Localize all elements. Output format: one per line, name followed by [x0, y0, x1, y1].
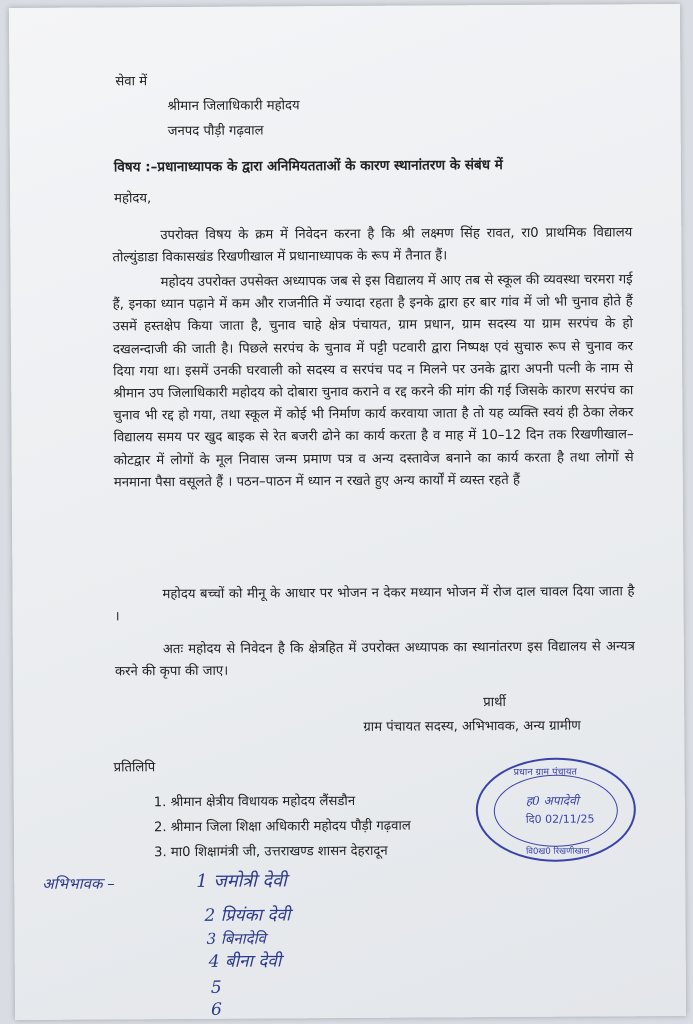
- handwritten-name: 6: [210, 999, 222, 1020]
- greeting: महोदय,: [114, 191, 152, 207]
- handwritten-name: 2 प्रियंका देवी: [204, 905, 291, 926]
- letter-subject: विषय :–प्रधानाध्यापक के द्वारा अनिमियतताओं के कारण स्थानांतरण के संबंध में: [113, 157, 503, 176]
- paragraph-intro: उपरोक्त विषय के क्रम में निवेदन करना है कि श्री लक्ष्मण सिंह रावत, रा0 प्राथमिक विद्यालय तोल्युंडाडा विकासखंड रिखणीखाल में प्रधानाध्यापक के रूप में तैनात हैं।: [112, 225, 633, 266]
- copy-to-item: 3. मा0 शिक्षामंत्री जी, उत्तराखण्ड शासन देहरादून: [154, 843, 388, 861]
- copy-to-item: 1. श्रीमान क्षेत्रीय विधायक महोदय लैंसडौन: [153, 793, 356, 811]
- stamp-inner-ring: [494, 774, 618, 847]
- handwritten-guardian-label: अभिभावक –: [42, 874, 115, 893]
- signoff-signatories: ग्राम पंचायत सदस्य, अभिभावक, अन्य ग्रामीण: [363, 718, 581, 735]
- handwritten-name: 4 बीना देवी: [208, 951, 282, 972]
- stamp-top-text: प्रधान ग्राम पंचायत: [513, 766, 577, 778]
- paragraph-meal: महोदय बच्चों को मीनू के आधार पर भोजन न देकर मध्यान भोजन में रोज दाल चावल दिया जाता है ।: [114, 584, 635, 625]
- stamp-date: दि0 02/11/25: [525, 812, 595, 826]
- official-stamp: [476, 757, 637, 862]
- paragraph-request: अतः महोदय से निवेदन है कि क्षेत्रहित में उपरोक्त अध्यापक का स्थानांतरण इस विद्यालय से अन्यत्र करने की कृपा की जाए।: [114, 639, 635, 680]
- paragraph-complaint: महोदय उपरोक्त उपसेक्त अध्यापक जब से इस विद्यालय में आए तब से स्कूल की व्यवस्था चरमरा गई हैं, इनका ध्यान पढ़ाने में कम और राजनीति में ज्यादा रहता है इनके द्वारा हर बार गांव में जो भी चुनाव होते हैं उसमें हस्तक्षेप किया जाता है, चुनाव चाहे क्षेत्र पंचायत, ग्राम प्रधान, ग्राम सदस्य या ग्राम सरपंच के हो दखलन्दाजी की जाती है। पिछले सरपंच के चुनाव में पट्टी पटवारी द्वारा निष्पक्ष एवं सुचारु रूप से चुनाव कर दिया गया था। इसमें उनकी घरवाली को सदस्य व सरपंच पद न मिलने पर उनके द्वारा अपनी पत्नी के नाम से श्रीमान उप जिलाधिकारी महोदय को दोबारा चुनाव कराने व रद्द करने की मांग की गई जिसके कारण सरपंच का चुनाव भी रद्द हो गया, तथा स्कूल में कोई भी निर्माण कार्य करवाया जाता है तो यह व्यक्ति स्वयं ही ठेका लेकर विद्यालय समय पर खुद बाइक से रेत बजरी ढोने का कार्य करता है व माह में 10–12 दिन तक रिखणीखाल–कोटद्वार में लोगों के मूल निवास जन्म प्रमाण पत्र व अन्य दस्तावेज बनाने का कार्य करता है तथा लोगों से मनमाना पैसा वसूलते हैं । पठन–पाठन में ध्यान न रखते हुए अन्य कार्यों में व्यस्त रहते हैं: [112, 272, 634, 491]
- handwritten-name: 1 जमोत्री देवी: [196, 870, 287, 892]
- recipient-title: श्रीमान जिलाधिकारी महोदय: [167, 98, 300, 115]
- handwritten-name: 3 बिनादेवि: [206, 929, 266, 948]
- handwritten-name: 5: [210, 977, 222, 998]
- copy-to-label: प्रतिलिपि: [113, 760, 156, 776]
- stamp-signature: ह0 अपादेवी: [525, 793, 579, 808]
- recipient-district: जनपद पौड़ी गढ़वाल: [167, 123, 264, 140]
- signoff-label: प्रार्थी: [483, 695, 506, 711]
- stamp-bottom-text: वि0ख0 रिखणीखाल: [526, 846, 590, 857]
- copy-to-item: 2. श्रीमान जिला शिक्षा अधिकारी महोदय पौड़ी गढ़वाल: [153, 818, 411, 836]
- salutation-to: सेवा में: [115, 74, 148, 90]
- letter-sheet: [9, 4, 686, 1020]
